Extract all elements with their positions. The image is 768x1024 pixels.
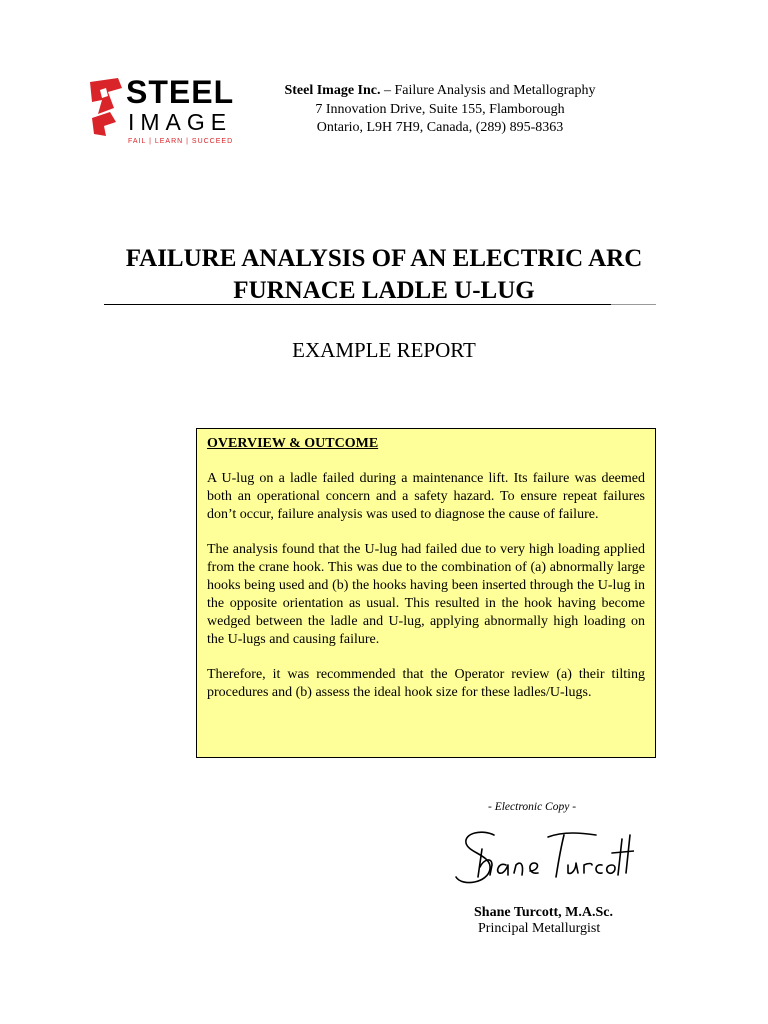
address-line-2: Ontario, L9H 7H9, Canada, (289) 895-8363 <box>316 120 564 135</box>
company-header <box>265 82 615 138</box>
company-logo <box>88 74 256 150</box>
title-line-1: FAILURE ANALYSIS OF AN ELECTRIC ARC <box>125 245 643 272</box>
overview-box <box>196 428 656 758</box>
electronic-copy-note: - Electronic Copy - <box>488 801 577 813</box>
logo-word-steel: STEEL <box>126 74 235 110</box>
title-line-2: FURNACE LADLE U-LUG <box>233 277 535 304</box>
address-line-1: 7 Innovation Drive, Suite 155, Flamborough <box>315 101 565 117</box>
handwritten-signature <box>452 825 634 893</box>
overview-paragraph-2: The analysis found that the U-lug had failed due to very high loading applied from the crane hook. This was due to the combination of (a) abnormally large hooks being used and (b) the hooks having been inserted through the U-lug in the opposite orientation as usual. This resulted in the hook having become wedged between the ladle and U-lug, applying abnormally high loading on the U-lugs and causing failure. <box>207 542 645 647</box>
overview-heading: OVERVIEW & OUTCOME <box>207 436 379 451</box>
logo-word-image: IMAGE <box>128 109 233 135</box>
overview-paragraph-3: Therefore, it was recommended that the Operator review (a) their tilting procedures and (b) assess the ideal hook size for these ladles/U-lugs. <box>207 667 645 700</box>
company-description: – Failure Analysis and Metallography <box>380 83 596 98</box>
steel-image-logo-mark <box>88 78 122 136</box>
logo-tagline: FAIL | LEARN | SUCCEED <box>128 138 234 145</box>
company-name: Steel Image Inc. <box>284 83 381 98</box>
report-subtitle: EXAMPLE REPORT <box>292 338 476 362</box>
report-title <box>60 243 708 307</box>
signatory-role: Principal Metallurgist <box>478 921 601 936</box>
signatory-name: Shane Turcott, M.A.Sc. <box>474 905 613 920</box>
overview-paragraph-1: A U-lug on a ladle failed during a maintenance lift. Its failure was deemed both an operational concern and a safety hazard. To ensure repeat failures don’t occur, failure analysis was used to diagnose the cause of failure. <box>207 471 645 522</box>
company-line <box>265 82 615 101</box>
title-divider <box>104 304 656 305</box>
